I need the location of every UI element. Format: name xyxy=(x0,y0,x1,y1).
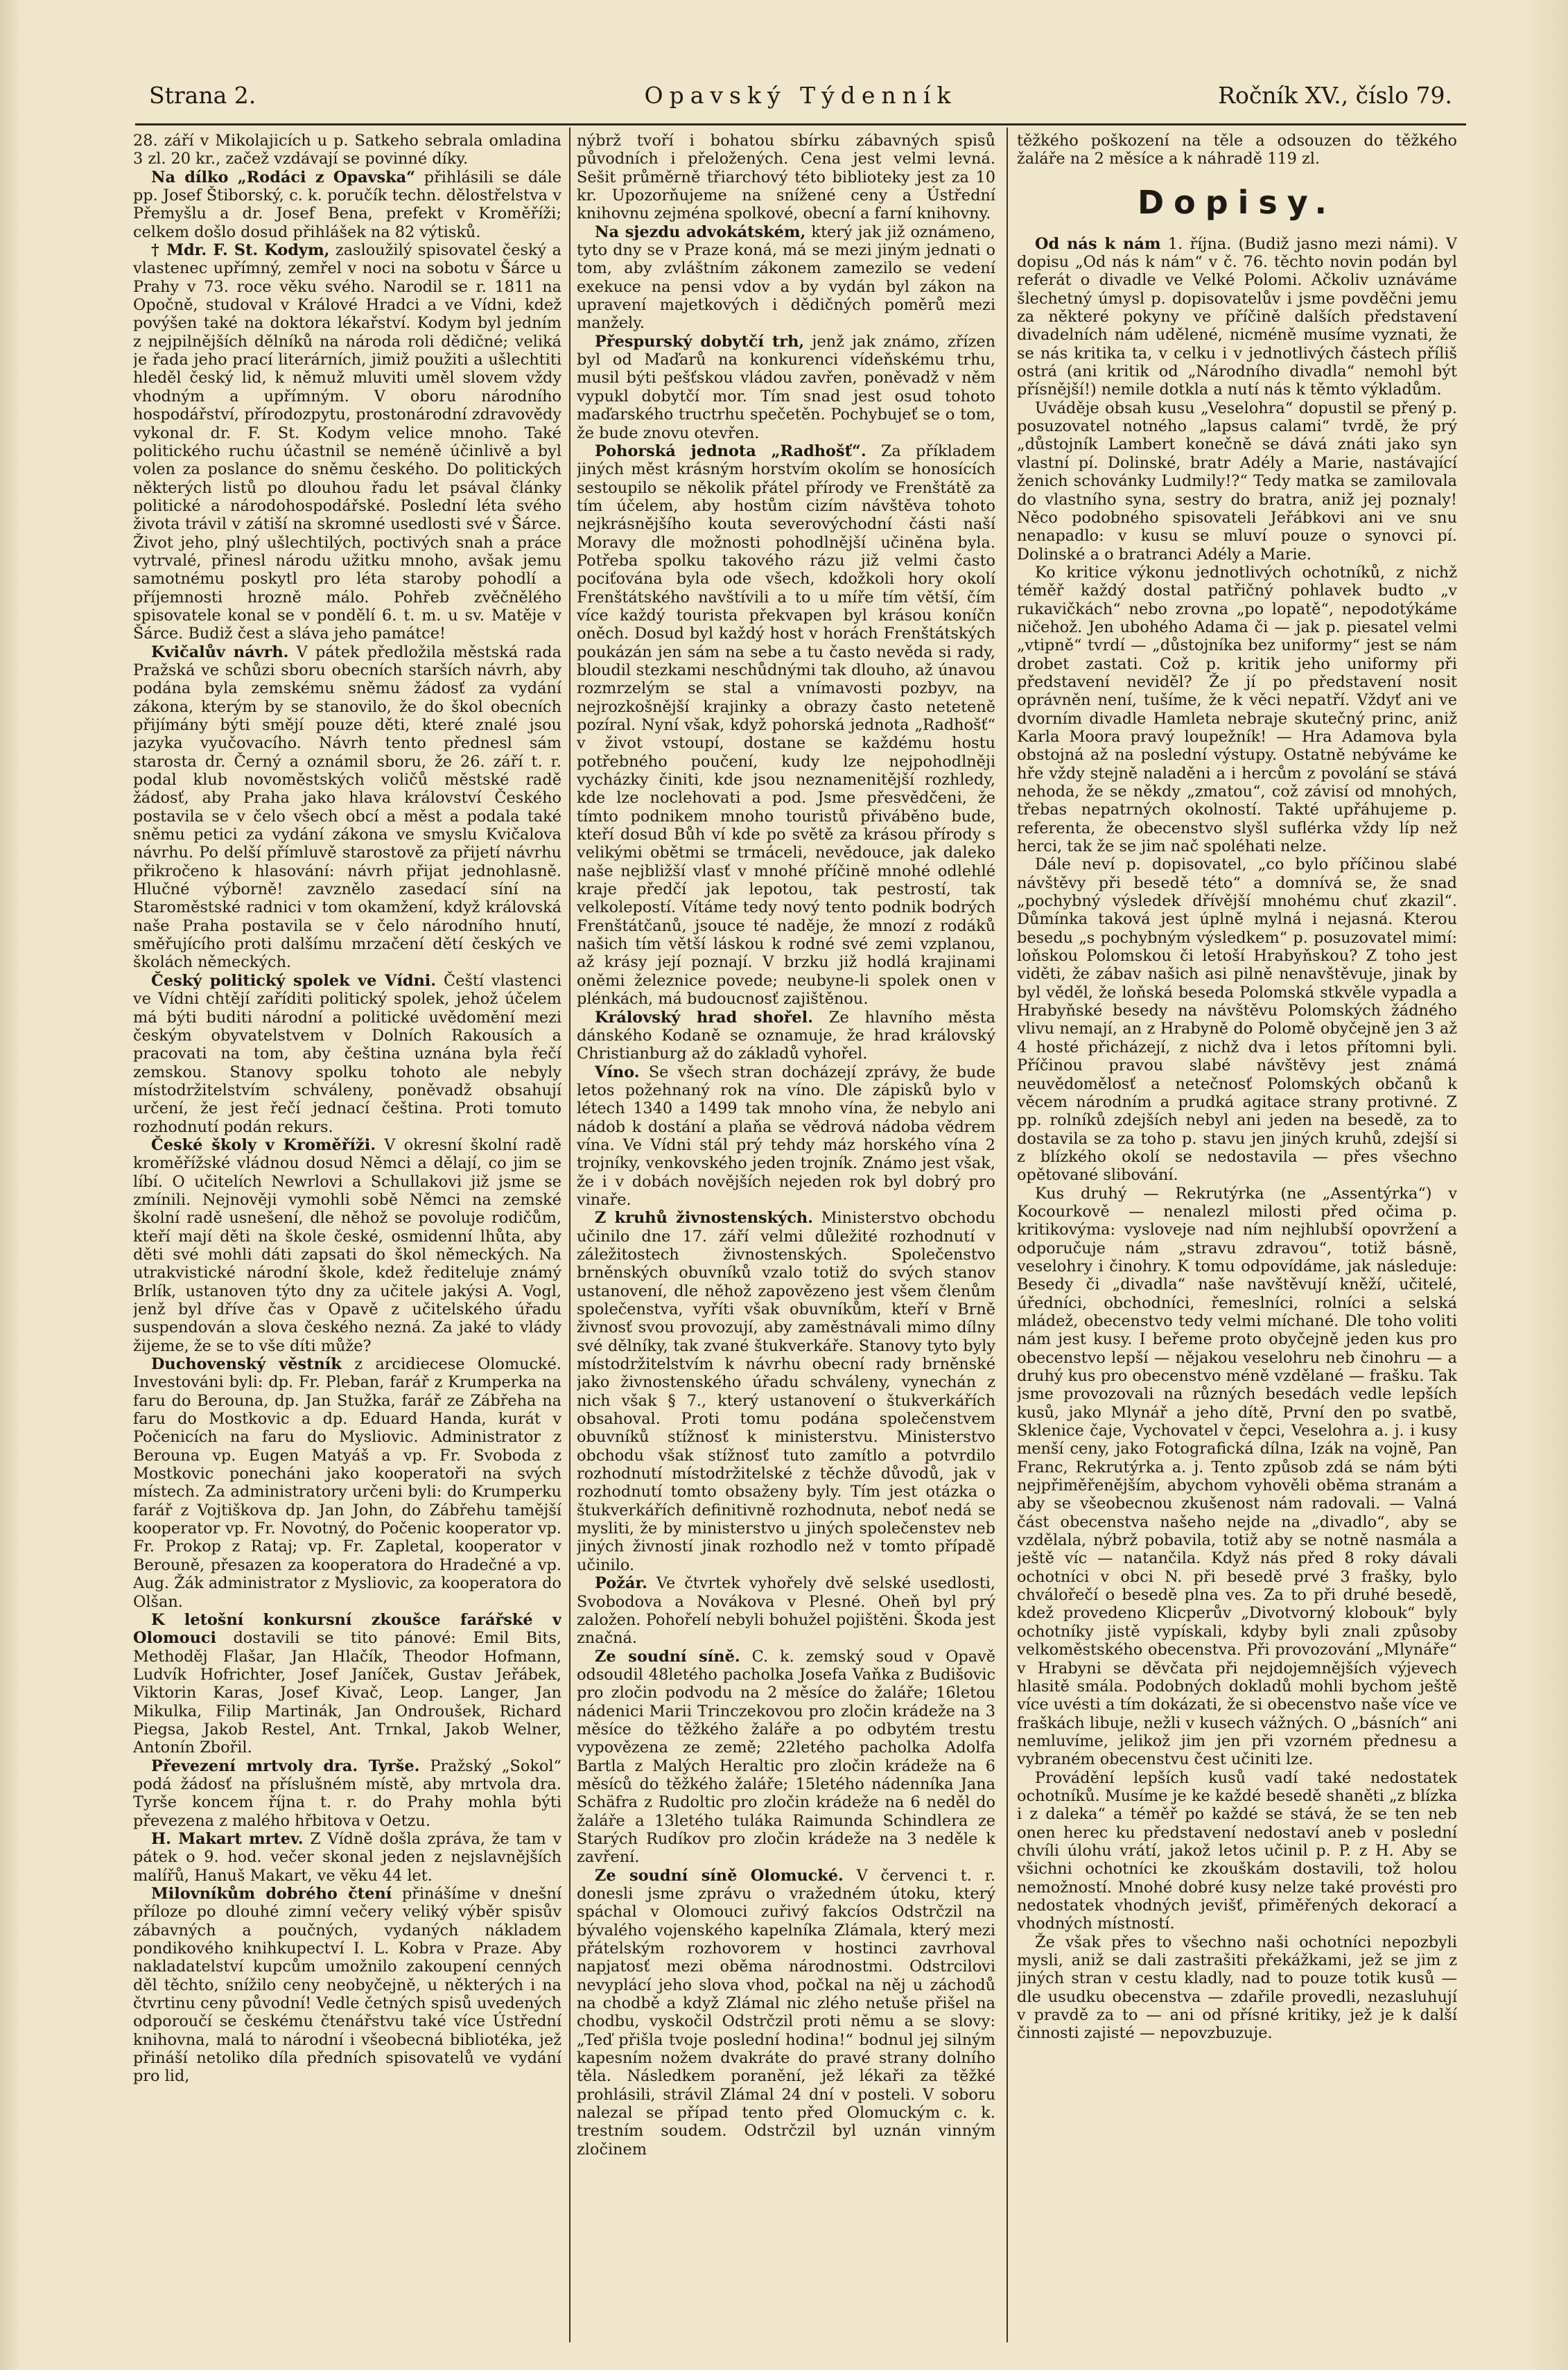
article-text: Ve čtvrtek vyhořely dvě selské usedlosti, Svobodova a Novákova v Plesné. Oheň byl prý založen. Pohořelí nebyli bohužel pojištěni. Škoda jest značná. xyxy=(577,1574,995,1648)
article-text: Pražský „Sokol“ podá žádosť na příslušném místě, aby mrtvola dra. Tyrše koncem října t. r. do Prahy mohla býti převezena z malého hřbitova v Oetzu. xyxy=(133,1757,561,1830)
article-paragraph xyxy=(577,223,995,333)
article-paragraph xyxy=(577,1867,995,2159)
article-heading: Přespurský dobytčí trh, xyxy=(595,332,805,351)
article-text: Že však přes to všechno naši ochotníci nepozbyli mysli, aniž se dali zastrašiti překážkami, jež se jim z jiných stran v cestu kladly, nad to pouze totik kusů — dle usudku obecenstva — zdařile provedli, nezasluhují v pravdě za to — ani od přísné kritiky, jež je k další činnosti zajisté — nepovzbuzuje. xyxy=(1017,1933,1457,2043)
article-heading: Na sjezdu advokátském, xyxy=(595,223,806,241)
article-paragraph xyxy=(1017,1185,1457,1769)
article-text: Kus druhý — Rekrutýrka (ne „Assentýrka“) v Kocourkově — nenalezl milosti před očima p. kritikovýma: vysloveje nad ním nejhlubší opovržení a odporučuje nám „stravu zdravou“, totiž básně, veselohry i činohry. K tomu odpovídáme, jak následuje: Besedy či „divadla“ naše navštěvují kněží, učitelé, úředníci, obchodníci, řemeslníci, rolníci a selská mládež, obecenstvo tedy velmi míchané. Dle toho voliti nám jest kusy. I beřeme proto obyčejně jeden kus pro obecenstvo lepší — nějakou veselohru neb činohru — a druhý kus pro obecenstvo méně vzdělané — frašku. Tak jsme provozovali na různých besedách vedle lepších kusů, jako Mlynář a jeho dítě, První den po svatbě, Sklenice čaje, Vychovatel v čepci, Veselohra a. j. i kusy menší ceny, jako Fotografická dílna, Izák na vojně, Pan Franc, Rekrutýrka a. j. Tento způsob zdá se nám býti nejpřiměřenějším, abychom vyhověli oběma stranám a aby se všeobecnou zkušenost nám radovali. — Valná část obecenstva našeho nejde na „divadlo“, aby se vzdělala, nýbrž pobavila, totiž aby se notně nasmála a ještě víc — natančila. Když nás před 8 roky dávali ochotníci v obci N. při besedě prvé 3 frašky, bylo chválořečí o besedě plna ves. Za to při druhé besedě, kdež provedeno Klicperův „Divotvorný klobouk“ byly ochotníky jistě vypískali, kdyby byli znali způsoby velkoměstského obecenstva. Při provozování „Mlynáře“ v Hrabyni se děvčata při nejdojemnějších výjevech hlasitě smála. Podobných dokladů mohli bychom ještě více uvésti a tím dokázati, že si obecenstvo naše více ve fraškách libuje, nežli v kusech vážných. O „básních“ ani nemluvíme, jelikož jim jen při vzorném přednesu a vybraném obecenstvu čest učiniti lze. xyxy=(1017,1184,1457,1769)
article-text: Uváděje obsah kusu „Veselohra“ dopustil se přený p. posuzovatel notného „lapsus calami“ tvrdě, že prý „důstojník Lambert konečně se dává znáti jako syn vlastní pí. Dolinské, bratr Adély a Marie, nastávající ženich schovánky Ludmily!?“ Tedy matka se zamilovala do vlastního syna, sestry do bratra, aniž jej poznaly! Něco podobného spisovateli Jeřábkovi ani ve snu nenapadlo: v kusu se mluví pouze o synovci pí. Dolinské a o bratranci Adély a Marie. xyxy=(1017,399,1457,564)
article-paragraph xyxy=(1017,564,1457,856)
column-3 xyxy=(1017,132,1457,2343)
page-number: Strana 2. xyxy=(149,82,256,109)
article-heading: Duchovenský věstník xyxy=(151,1355,342,1374)
article-text: V okresní školní radě kroměřížské vládnou dosud Němci a dělají, co jim se líbí. O učitelích Newrlovi a Schullakovi již jsme se zmínili. Nejnověji vymohli sobě Němci na zemské školní radě usnešení, dle něhož se povoluje rodičům, kteří mají děti na škole české, osmidenní lhůta, aby děti své mohli dáti zapsati do škol německých. Na utrakvistické národní škole, kdež řediteluje známý Brlík, ustanoven týto dny za učitele jakýsi A. Vogl, jenž byl dříve čas v Opavě z učitelského úřadu suspendován a slova českého nezná. Za jaké to vlády žijeme, že se to vše díti může? xyxy=(133,1135,561,1355)
article-text: nýbrž tvoří i bohatou sbírku zábavných spisů původních i přeložených. Cena jest velmi levná. Sešit průměrně třiarchový této biblioteky jest za 10 kr. Upozorňujeme na snížené ceny a Ústřední knihovnu zejména spolkové, obecní a farní knihovny. xyxy=(577,132,995,223)
article-paragraph xyxy=(133,1885,561,2086)
article-paragraph xyxy=(577,333,995,442)
article-text: přihlásili se dále pp. Josef Štiborský, c. k. poručík techn. dělostřelstva v Přemyšlu a dr. Josef Bena, prefekt v Kroměříži; celkem došlo dosud přihlášek na 82 výtisků. xyxy=(133,168,561,241)
article-text: Se všech stran docházejí zprávy, že bude letos požehnaný rok na víno. Dle zápisků bylo v létech 1340 a 1499 tak mnoho vína, že nebylo ani nádob k dostání a plaňa se vědrová nádoba vědrem vína. Ve Vídni stál prý tehdy máz horského vína 2 trojníky, venkovského jeden trojník. Známo jest však, že i v dobách novějších nejeden rok byl dobrý pro vinaře. xyxy=(577,1063,995,1209)
article-paragraph xyxy=(577,132,995,223)
column-1 xyxy=(133,132,561,2343)
article-paragraph xyxy=(577,1063,995,1210)
article-heading: Ze soudní síně Olomucké. xyxy=(595,1866,844,1885)
newspaper-title: Opavský Týdenník xyxy=(644,82,957,109)
article-paragraph xyxy=(1017,235,1457,399)
article-text: Za příkladem jiných měst krásným horstvím okolím se honosících sestoupilo se několik přátel přírody ve Frenštátě za tím účelem, aby hostům cizím návštěva tohoto nejkrásnějšího kouta severovýchodní části naší Moravy dle možnosti pohodlnější učiněna byla. Potřeba spolku takového rázu již velmi často pociťována byla ode všech, kdožkoli hory okolí Frenštátského navštívili a to u míře tím větší, čím více každý tourista překvapen byl krásou koníčn oněch. Dosud byl každý host v horách Frenštátských poukázán jen sám na sebe a tu často nevěda si rady, bloudil stezkami neschůdnými tak dlouho, až únavou rozmrzelým se stal a vnímavosti pozbyv, na nejrozkošnější krajinky a obrazy často neteteně pozíral. Nyní však, když pohorská jednota „Radhošť“ v život vstoupí, dostane se každému hostu potřebného poučení, kudy lze nejpohodlněji vycházky činiti, kde jsou neznamenitější rozhledy, kde lze noclehovati a pod. Jsme přesvědčeni, že tímto podnikem mnoho touristů přiváběno bude, kteří dosud Bůh ví kde po světě za krásou přírody s velikými obětmi se trmáceli, nevědouce, jak daleko naše nejbližší vlasť v mnohé příčině mnohé odlehlé kraje předčí jak lepotou, tak pestrostí, tak velkolepostí. Vítáme tedy nový tento podnik bodrých Frenštátčanů, jsouce té naděje, že mnozí z rodáků našich tím větší láskou k rodné své zemi vzplanou, až krásy její poznají. V brzku již hodlá krajinami oněmi železnice povede; neubyne-li spolek onen v plénkách, má budoucnosť zajištěnou. xyxy=(577,442,995,1009)
article-heading: Královský hrad shořel. xyxy=(595,1008,813,1027)
article-text: Ko kritice výkonu jednotlivých ochotníků, z nichž téměř každý dostal patřičný pohlavek budto „v rukavičkách“ nebo zrovna „po lopatě“, nepodotýkáme ničehož. Jen ubohého Adama či — jak p. piesatel velmi „vtipně“ tvrdí — „důstojníka bez uniformy“ jest se nám drobet zastati. Což p. kritik jeho uniformy při představení neviděl? Že jí po představení nosit oprávněn není, tušíme, že k věci nepatří. Vždyť ani ve dvorním divadle Hamleta nebraje skutečný princ, aniž Karla Moora pravý loupežník! — Hra Adamova byla obstojná až na poslední výstupy. Ostatně nebýváme ke hře vždy stejně naladěni a i hercům z povolání se stává nehoda, že se někdy „zmatou“, což závisí od mnohých, třebas nepatrných okolností. Takté upřáhujeme p. referenta, že obecenstvo slyšl suflérka vždy líp než herci, tak že se jim nač spoléhati nelze. xyxy=(1017,563,1457,856)
article-heading: Pohorská jednota „Radhošť“. xyxy=(595,442,866,460)
article-text: Ze hlavního města dánského Kodaně se oznamuje, že hrad královský Christianburg až do základů vyhořel. xyxy=(577,1008,995,1063)
article-paragraph xyxy=(133,643,561,972)
article-heading: Požár. xyxy=(595,1574,647,1593)
article-heading: † Mdr. F. St. Kodym, xyxy=(151,241,330,260)
article-paragraph xyxy=(1017,399,1457,564)
article-text: 1. října. (Budiž jasno mezi námi). V dopisu „Od nás k nám“ v č. 76. těchto novin podán byl referát o divadle ve Velké Polomi. Ačkoliv uznáváme šlechetný úmysl p. dopisovatelův i jsme povděčni jemu za některé pokyny ve příčině dalších představení divadelních nám udělené, nicméně musíme vyznati, že se nás kritika ta, v celku i v jednotlivých částech příliš ostrá (ani kritik od „Národního divadla“ nemohl být přísnější!) nemile dotkla a nutí nás k těmto výkladům. xyxy=(1017,234,1457,399)
column-divider-1 xyxy=(569,128,570,2342)
article-text: z arcidiecese Olomucké. Investováni byli: dp. Fr. Pleban, farář z Krumperka na faru do Berouna, dp. Jan Stužka, farář ze Zábřeha na faru do Mostkovic a dp. Eduard Handa, kurát v Počenicích na faru do Mysliovic. Administrator z Berouna vp. Eugen Matyáš a vp. Fr. Svoboda z Mostkovic ponecháni jako kooperatoři na svých místech. Za administratory určeni byli: do Krumperku farář z Vojtiškova dp. Jan John, do Zábřehu tamější kooperator vp. Fr. Novotný, do Počenic kooperator vp. Fr. Prokop z Rataj; vp. Fr. Zapletal, kooperator v Berouně, přesazen za kooperatora do Hradečné a vp. Aug. Žák administrator z Mysliovic, za kooperatora do Olšan. xyxy=(133,1355,561,1611)
article-text: který jak již oznámeno, tyto dny se v Praze koná, má se mezi jiným jednati o tom, aby zvláštním zákonem zamezilo se vedení exekuce na pensi vdov a by vydán byl zákon na upravení majetkových i dědičných poměrů mezi manžely. xyxy=(577,223,995,333)
article-heading: Převezení mrtvoly dra. Tyrše. xyxy=(151,1757,420,1775)
article-heading: Ze soudní síně. xyxy=(595,1647,740,1666)
article-heading: Na dílko „Rodáci z Opavska“ xyxy=(151,168,416,186)
article-paragraph xyxy=(577,1009,995,1063)
column-3-articles xyxy=(1017,235,1457,2043)
article-text: C. k. zemský soud v Opavě odsoudil 48letého pacholka Josefa Vaňka z Budišovic pro zločin podvodu na 2 měsíce do žaláře; 16letou nádenici Marii Trinczekovou pro zločin krádeže na 3 měsíce do těžkého žaláře a po odbytém trestu vypovězena ze země; 22letého pacholka Adolfa Bartla z Malých Heraltic pro zločin krádeže na 6 měsíců do těžkého žaláře; 15letého nádenníka Jana Schäfra z Rudoltic pro zločin krádeže na 6 neděl do žaláře a 13letého tuláka Raimunda Schindlera ze Starých Rudíkov pro zločin krádeže na 3 neděle k zavření. xyxy=(577,1647,995,1867)
article-heading: Milovníkům dobrého čtení xyxy=(151,1885,392,1903)
article-paragraph xyxy=(133,972,561,1136)
article-paragraph xyxy=(577,442,995,1009)
article-text: V pátek předložila městská rada Pražská ve schůzi sboru obecních starších návrh, aby podána byla zemskému sněmu žádosť za vydání zákona, kterým by se stanovilo, že do škol obecních přijímány býti smějí pouze děti, které znalé jsou jazyka vyučovacího. Návrh tento přednesl sám starosta dr. Černý a oznámil sboru, že 26. září t. r. podal klub novoměstských voličů městské radě žádosť, aby Praha jako hlava království Českého postavila se v čelo všech obcí a měst a podala také sněmu petici za vydání zákona ve smyslu Kvičalova návrhu. Po delší přímluvě starostově za přijetí návrhu přikročeno k hlasování: návrh přijat jednohlasně. Hlučné výborně! zavznělo zasedací síní na Staroměstské radnici v tom okamžení, když královská naše Praha postavila se v čelo národního hnutí, směřujícího proti dalšímu mrzačení dětí českých ve školách německých. xyxy=(133,643,561,972)
article-heading: Český politický spolek ve Vídni. xyxy=(151,971,437,990)
article-text: Čeští vlastenci ve Vídni chtějí zaříditi politický spolek, jehož účelem má býti buditi národní a politické uvědomění mezi českým obyvatelstvem v Dolních Rakousích a pracovati na tom, aby čeština uznána byla řečí zemskou. Stanovy spolku tohoto ale nebyly místodržitelstvím schváleny, poněvadž obsahují určení, že jest řečí jednací čeština. Proti tomuto rozhodnutí podán rekurs. xyxy=(133,971,561,1136)
article-heading: H. Makart mrtev. xyxy=(151,1829,304,1848)
section-title-dopisy: Dopisy. xyxy=(1137,183,1337,221)
article-heading: Od nás k nám xyxy=(1035,234,1161,253)
article-paragraph xyxy=(133,1611,561,1757)
article-paragraph xyxy=(133,168,561,241)
article-paragraph xyxy=(1017,855,1457,1184)
article-heading: Kvičalův návrh. xyxy=(151,643,289,661)
article-text: V červenci t. r. donesli jsme zprávu o vražedném útoku, který spáchal v Olomouci zuřivý fakcíos Odstrčzil na bývalého vojenského kapelníka Zlámala, který mezi přátelským rozhovorem v hostinci zavrhoval napjatosť mezi oběma národnostmi. Odstrcilovi nevyplácí jeho slova vhod, počkal na něj u záchodů na chodbě a když Zlámal nic zlého netuše přišel na chodbu, vyskočil Odstrčzil proti němu a se slovy: „Teď přišla tvoje poslední hodina!“ bodnul jej silným kapesním nožem dvakráte do pravé strany dolního těla. Následkem poranění, jež lékaři za těžké prohlásili, strávil Zlámal 24 dní v posteli. V soboru nalezal se případ tento před Olomuckým c. k. trestním soudem. Odstrčzil byl uznán vinným zločinem xyxy=(577,1866,995,2159)
article-paragraph xyxy=(133,132,561,168)
article-paragraph xyxy=(133,241,561,643)
article-text: 28. září v Mikolajicích u p. Satkeho sebrala omladina 3 zl. 20 kr., začež vzdávají se povinné díky. xyxy=(133,132,561,168)
article-paragraph xyxy=(1017,1769,1457,1933)
article-paragraph xyxy=(133,1830,561,1885)
article-text: Dále neví p. dopisovatel, „co bylo příčinou slabé návštěvy při besedě této“ a domnívá se, že snad „pochybný výsledek dřívější mnohému chuť zkazil“. Důmínka taková jest úplně mylná i nejasná. Kterou besedu „s pochybným výsledkem“ p. posuzovatel mimí: loňskou Polomskou či letoší Hrabyňskou? Z toho jest viděti, že zábav našich asi pilně nenavštěvuje, jinak by byl věděl, že loňská beseda Polomská stkvěle vypadla a Hrabyňské besedy na návštěvu Polomských žádného vlivu nemají, an z Hrabyně do Polomě obyčejně jen 3 až 4 hosté přicházejí, z nichž dva i letos přítomni byli. Příčinou pravou slabé návštěvy jest známá neuvědomělosť a netečnosť Polomských občanů k věcem národním a prudká agitace strany protivné. Z pp. rolníků zdejších nebyl ani jeden na besedě, za to dostavila se za toho p. stavu jen jiných kruhů, zdejší si z blízkého okolí se nedostavila — přes všechno opětované slibování. xyxy=(1017,855,1457,1185)
article-paragraph xyxy=(133,1136,561,1355)
article-heading: K letošní konkursní zkoušce farářské v Olomouci xyxy=(133,1610,561,1648)
page-header xyxy=(149,82,1452,123)
article-heading: Z kruhů živnostenských. xyxy=(595,1209,813,1228)
article-paragraph xyxy=(133,1757,561,1830)
article-text: jenž jak známo, zřízen byl od Maďarů na konkurenci vídeňskému trhu, musil býti pešťskou vládou zavřen, poněvadž v něm vypukl dobytčí mor. Tím snad jest osud tohoto maďarského tructrhu spečetěn. Pochybujeť se o tom, že bude znovu otevřen. xyxy=(577,332,995,442)
article-heading: Víno. xyxy=(595,1063,640,1081)
article-paragraph xyxy=(133,1355,561,1611)
article-text: Provádění lepších kusů vadí také nedostatek ochotníků. Musíme je ke každé besedě shaněti „z blízka i z daleka“ a téměř po každé se stává, že se ten neb onen herec ku představení nedostaví aneb v poslední chvíli úlohu vrátí, jakož letos učinil p. P. z H. Aby se všichni ochotníci ke zkouškám dostavili, tož holou nemožností. Mnohé dobré kusy nelze také provésti pro nedostatek vhodných jevišť, přiměřených dekorací a vhodných místností. xyxy=(1017,1768,1457,1933)
article-text: přinášíme v dnešní příloze po dlouhé zimní večery veliký výběr spisův zábavných a poučných, vydaných nákladem pondikového knihkupectví I. L. Kobra v Praze. Aby nakladatelství kupcům umožnilo zakoupení cenných děl těchto, snížilo ceny neobyčejně, u některých i na čtvrtinu ceny původní! Vedle četných spisů uvedených odporoučí se českému čtenářstvu také více Ústřední knihovna, malá to národní i všeobecná bibliotéka, jež přináší netoliko díla předních spisovatelů ve vydání pro lid, xyxy=(133,1885,561,2086)
article-text: Ministerstvo obchodu učinilo dne 17. září velmi důležité rozhodnutí v záležitostech živnostenských. Společenstvo brněnských obuvníků vzalo totiž do svých stanov ustanovení, dle něhož zapovězeno jest všem členům společenstva, vyříti však obuvníkům, kteří v Brně živnosť svou provozují, aby zaměstnávali mimo dílny své dělníky, tak zvané štukverkáře. Stanovy tyto byly místodržitelstvím k návrhu obecní rady brněnské jako živnostenského úřadu schváleny, vynechán z nich však § 7., který ustanovení o štukverkářích obsahoval. Proti tomu podána společenstvem obuvníků stížnosť k ministerstvu. Ministerstvo obchodu však stížnosť tuto zamítlo a potvrdilo rozhodnutí místodržitelské z těchže důvodů, jak v rozhodnutí tomto obsaženy byly. Tím jest otázka o štukverkářích definitivně rozhodnuta, neboť nedá se mysliti, že by ministerstvo u jiných společenstev neb jiných živností jinak rozhodlo než v tomto případě učinilo. xyxy=(577,1209,995,1574)
column-2 xyxy=(577,132,995,2343)
issue-info: Ročník XV., číslo 79. xyxy=(1218,82,1452,109)
col3-continuation: těžkého poškození na těle a odsouzen do těžkého žaláře na 2 měsíce a k náhradě 119 zl. xyxy=(1017,132,1457,168)
article-text: Z Vídně došla zpráva, že tam v pátek o 9. hod. večer skonal jeden z nejslavnějších malířů, Hanuš Makart, ve věku 44 let. xyxy=(133,1829,561,1885)
article-paragraph xyxy=(577,1574,995,1647)
article-paragraph xyxy=(1017,1933,1457,2043)
article-paragraph xyxy=(577,1209,995,1574)
column-divider-2 xyxy=(1007,128,1008,2342)
article-heading: České školy v Kroměříži. xyxy=(151,1135,376,1154)
header-rule xyxy=(135,123,1466,125)
article-text: zasloužilý spisovatel český a vlastenec upřímný, zemřel v noci na sobotu v Šárce u Prahy v 73. roce věku svého. Narodil se r. 1811 na Opočně, studoval v Králové Hradci a ve Vídni, kdež povýšen také na doktora lékařství. Kodym byl jedním z nejpilnějších dělníků na národa roli dědičné; veliká je řada jeho prací literárních, jimiž použiti a ušlechtiti hleděl český lid, k němuž mluviti uměl slovem vždy vhodným a upřímným. V oboru národního hospodářství, přírodozpytu, prostonárodní zdravovědy vykonal dr. F. St. Kodym velice mnoho. Také politického ruchu účastnil se neméně účinlivě a byl volen za poslance do sněmu českého. Do politických některých listů po dlouhou řadu let psával články politické a národohospodářské. Poslední léta svého života trávil v zátiší na skromné usedlosti své v Šárce. Život jeho, plný ušlechtilých, poctivých snah a práce vytrvalé, přinesl národu užitku mnoho, avšak jemu samotnému poskytl pro léta staroby pohodlí a příjemnosti hrozně málo. Pohřeb zvěčnělého spisovatele konal se v pondělí 6. t. m. u sv. Matěje v Šárce. Budiž čest a sláva jeho památce! xyxy=(133,241,561,643)
article-text: dostavili se tito pánové: Emil Bits, Methoděj Flašar, Jan Hlačík, Theodor Hofmann, Ludvík Hofrichter, Josef Janíček, Gustav Jeřábek, Viktorin Karas, Josef Kivač, Leop. Langer, Jan Mikulka, Filip Martinák, Jan Ondroušek, Richard Piegsa, Jakob Restel, Ant. Trnkal, Jakob Welner, Antonín Zbořil. xyxy=(133,1629,561,1757)
article-paragraph xyxy=(577,1648,995,1867)
